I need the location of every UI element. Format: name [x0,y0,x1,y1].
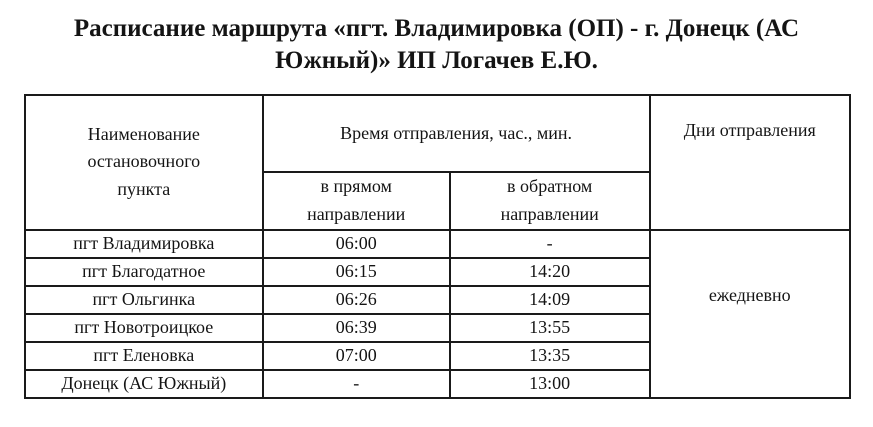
header-forward-direction [263,172,450,230]
header-backward-direction [450,172,650,230]
forward-time-cell: 06:39 [263,314,450,342]
page-title-line-2: Южный)» ИП Логачев Е.Ю. [275,46,598,74]
forward-time-cell: 06:15 [263,258,450,286]
header-forward-direction-label: в прямом направлении [307,176,406,224]
backward-time-cell: 13:00 [450,370,650,398]
page-title [40,13,833,76]
stop-name-cell: пгт Еленовка [25,342,263,370]
stop-name-cell: пгт Новотроицкое [25,314,263,342]
days-value-cell: ежедневно [650,230,851,398]
backward-time-cell: 14:09 [450,286,650,314]
schedule-table [24,94,851,399]
header-days: Дни отправления [650,95,851,230]
backward-time-cell: 13:35 [450,342,650,370]
header-backward-direction-label: в обратном направлении [500,176,599,224]
stop-name-cell: пгт Владимировка [25,230,263,258]
header-departure-time: Время отправления, час., мин. [263,95,650,172]
header-row-1 [25,95,850,172]
forward-time-cell: 07:00 [263,342,450,370]
backward-time-cell: 13:55 [450,314,650,342]
header-stop-name [25,95,263,230]
stop-name-cell: Донецк (АС Южный) [25,370,263,398]
stop-name-cell: пгт Благодатное [25,258,263,286]
stop-name-cell: пгт Ольгинка [25,286,263,314]
table-row-vladimirovka [25,230,850,258]
forward-time-cell: - [263,370,450,398]
page-title-line-1: Расписание маршрута «пгт. Владимировка (ОП) - г. Донецк (АС [73,15,800,42]
backward-time-cell: 14:20 [450,258,650,286]
backward-time-cell: - [450,230,650,258]
schedule-page [0,13,873,399]
forward-time-cell: 06:26 [263,286,450,314]
forward-time-cell: 06:00 [263,230,450,258]
header-stop-name-label: Наименование остановочного пункта [87,123,201,200]
